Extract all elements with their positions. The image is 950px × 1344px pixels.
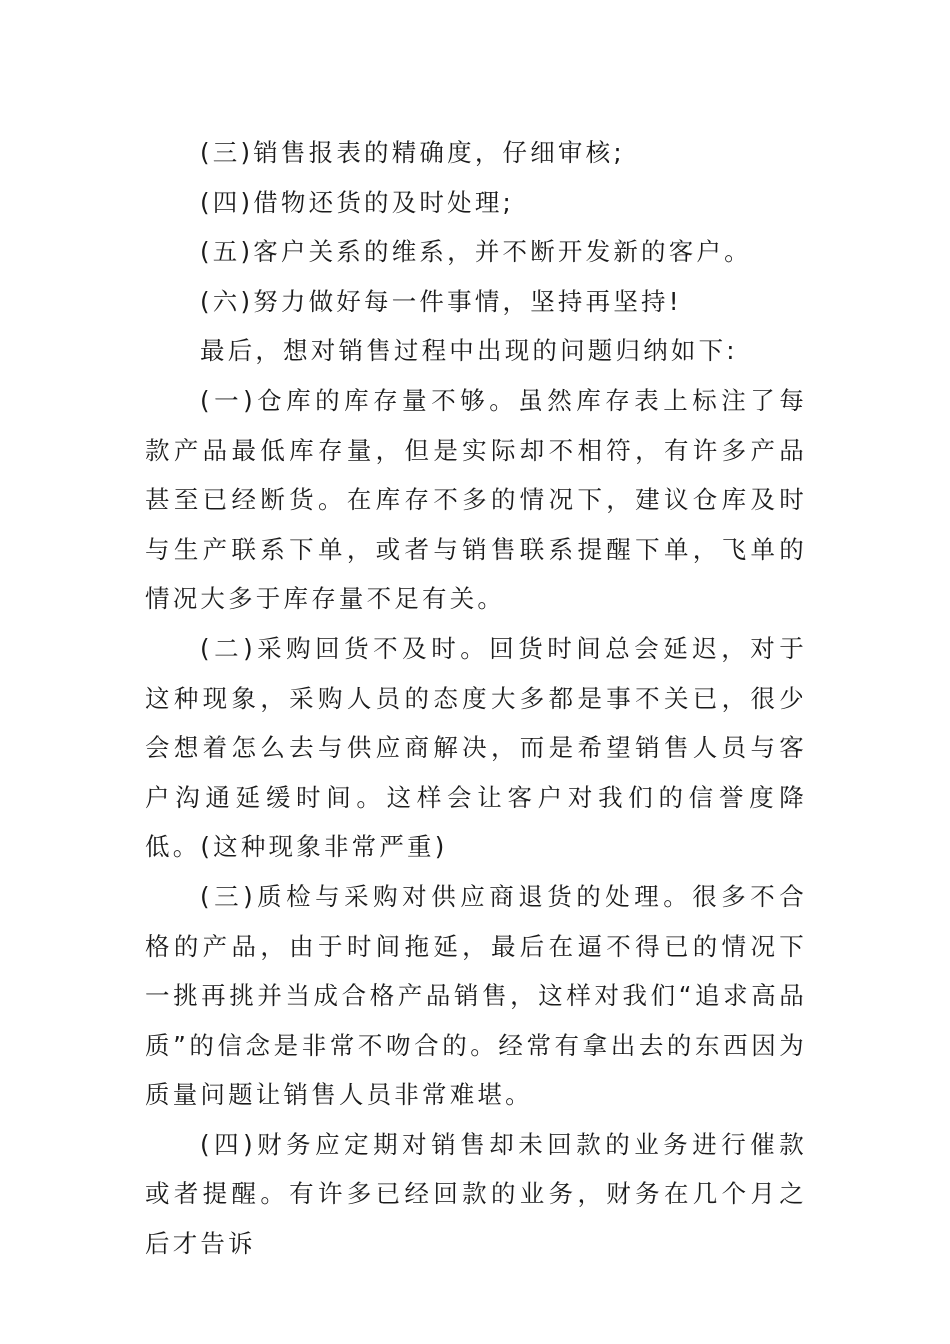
paragraph-item: (二)采购回货不及时。回货时间总会延迟，对于这种现象，采购人员的态度大多都是事不关已，很少会想着怎么去与供应商解决，而是希望销售人员与客户沟通延缓时间。这样会让客户对我们的信誉度降低。(这种现象非常严重) bbox=[145, 633, 807, 862]
paragraph-item: 最后，想对销售过程中出现的问题归纳如下: bbox=[200, 336, 738, 366]
paragraph-item: (五)客户关系的维系，并不断开发新的客户。 bbox=[200, 237, 752, 267]
paragraph-item: (四)财务应定期对销售却未回款的业务进行催款或者提醒。有许多已经回款的业务，财务在几个月之后才告诉 bbox=[145, 1129, 807, 1259]
paragraph-item: (三)质检与采购对供应商退货的处理。很多不合格的产品，由于时间拖延，最后在逼不得已的情况下一挑再挑并当成合格产品销售，这样对我们“追求高品质”的信念是非常不吻合的。经常有拿出去的东西因为质量问题让销售人员非常难堪。 bbox=[145, 881, 807, 1110]
paragraph-item: (六)努力做好每一件事情，坚持再坚持! bbox=[200, 286, 682, 316]
document-body bbox=[145, 128, 807, 1269]
paragraph-item: (三)销售报表的精确度，仔细审核; bbox=[200, 138, 625, 167]
paragraph-item: (四)借物还货的及时处理; bbox=[200, 187, 514, 217]
paragraph-item: (一)仓库的库存量不够。虽然库存表上标注了每款产品最低库存量，但是实际却不相符，有许多产品甚至已经断货。在库存不多的情况下，建议仓库及时与生产联系下单，或者与销售联系提醒下单，飞单的情况大多于库存量不足有关。 bbox=[145, 385, 807, 614]
